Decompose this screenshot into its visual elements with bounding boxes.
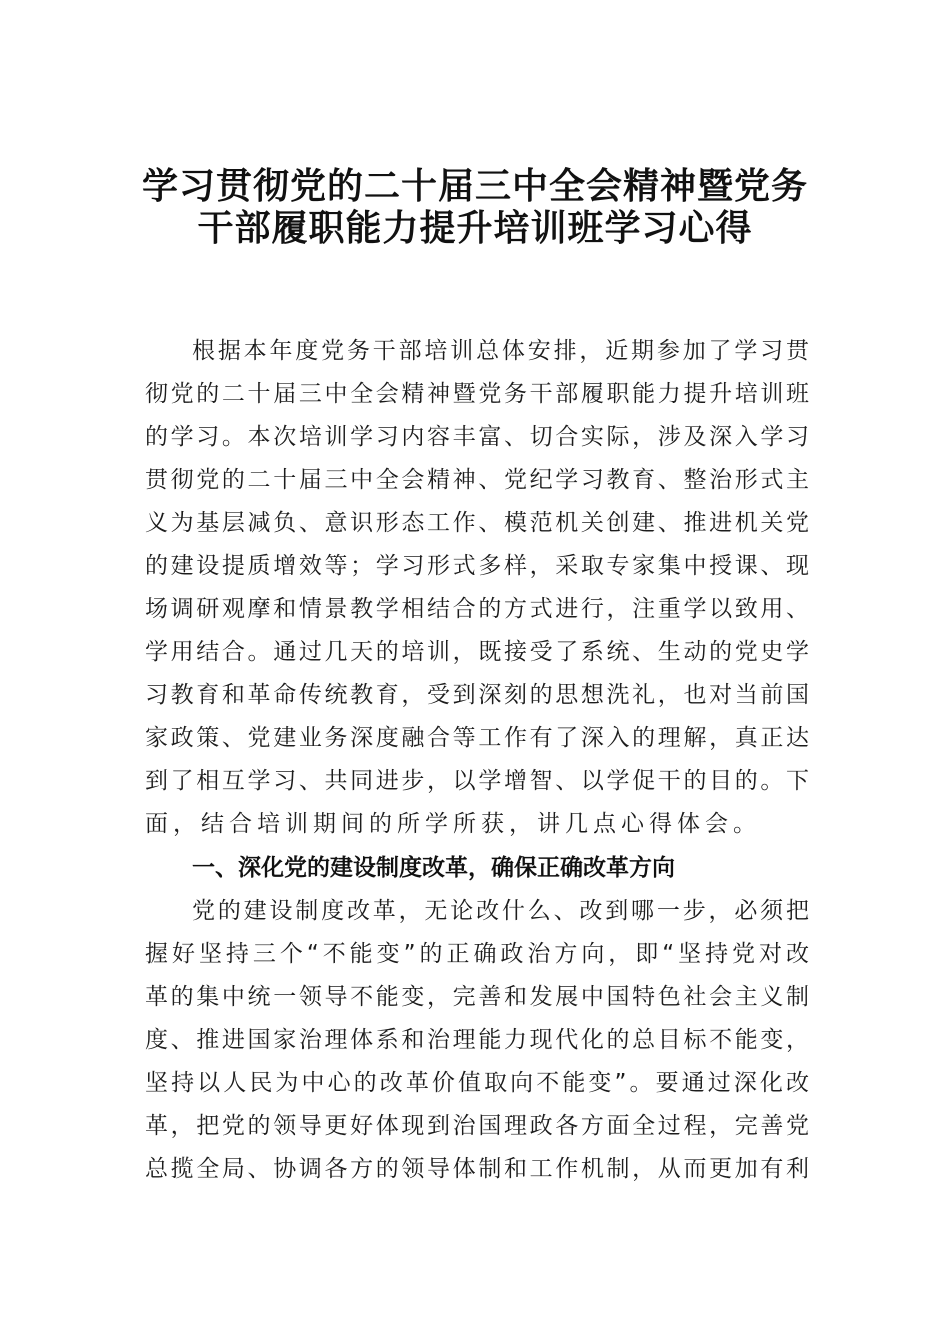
paragraph-1-line: 家政策、党建业务深度融合等工作有了深入的理解，真正达 — [145, 725, 809, 751]
paragraph-1-line: 习教育和革命传统教育，受到深刻的思想洗礼，也对当前国 — [145, 682, 809, 708]
paragraph-2-line: 度、推进国家治理体系和治理能力现代化的总目标不能变， — [145, 1027, 809, 1053]
paragraph-2-line: 总揽全局、协调各方的领导体制和工作机制，从而更加有利 — [145, 1156, 809, 1182]
paragraph-1-line: 彻党的二十届三中全会精神暨党务干部履职能力提升培训班 — [145, 381, 809, 407]
document-title-line-1: 学习贯彻党的二十届三中全会精神暨党务 — [141, 165, 808, 207]
paragraph-2-line: 握好坚持三个“不能变”的正确政治方向，即“坚持党对改 — [145, 941, 809, 967]
paragraph-1-line: 贯彻党的二十届三中全会精神、党纪学习教育、整治形式主 — [145, 467, 809, 493]
paragraph-2-line: 革的集中统一领导不能变，完善和发展中国特色社会主义制 — [145, 984, 809, 1010]
paragraph-1-line: 场调研观摩和情景教学相结合的方式进行，注重学以致用、 — [145, 596, 809, 622]
paragraph-1-line: 面，结合培训期间的所学所获，讲几点心得体会。 — [145, 811, 761, 837]
paragraph-1-line: 的学习。本次培训学习内容丰富、切合实际，涉及深入学习 — [145, 424, 809, 450]
paragraph-1-line: 根据本年度党务干部培训总体安排，近期参加了学习贯 — [192, 338, 809, 364]
paragraph-2-line: 革，把党的领导更好体现到治国理政各方面全过程，完善党 — [145, 1113, 809, 1139]
section-1-heading: 一、深化党的建设制度改革，确保正确改革方向 — [192, 855, 675, 881]
paragraph-1-line: 到了相互学习、共同进步，以学增智、以学促干的目的。下 — [145, 768, 809, 794]
paragraph-1-line: 学用结合。通过几天的培训，既接受了系统、生动的党史学 — [145, 639, 809, 665]
paragraph-1-line: 的建设提质增效等；学习形式多样，采取专家集中授课、现 — [145, 553, 809, 579]
paragraph-2-line: 坚持以人民为中心的改革价值取向不能变”。要通过深化改 — [145, 1070, 809, 1096]
paragraph-1-line: 义为基层减负、意识形态工作、模范机关创建、推进机关党 — [145, 510, 809, 536]
paragraph-2-line: 党的建设制度改革，无论改什么、改到哪一步，必须把 — [192, 898, 809, 924]
document-title-line-2: 干部履职能力提升培训班学习心得 — [197, 207, 753, 249]
